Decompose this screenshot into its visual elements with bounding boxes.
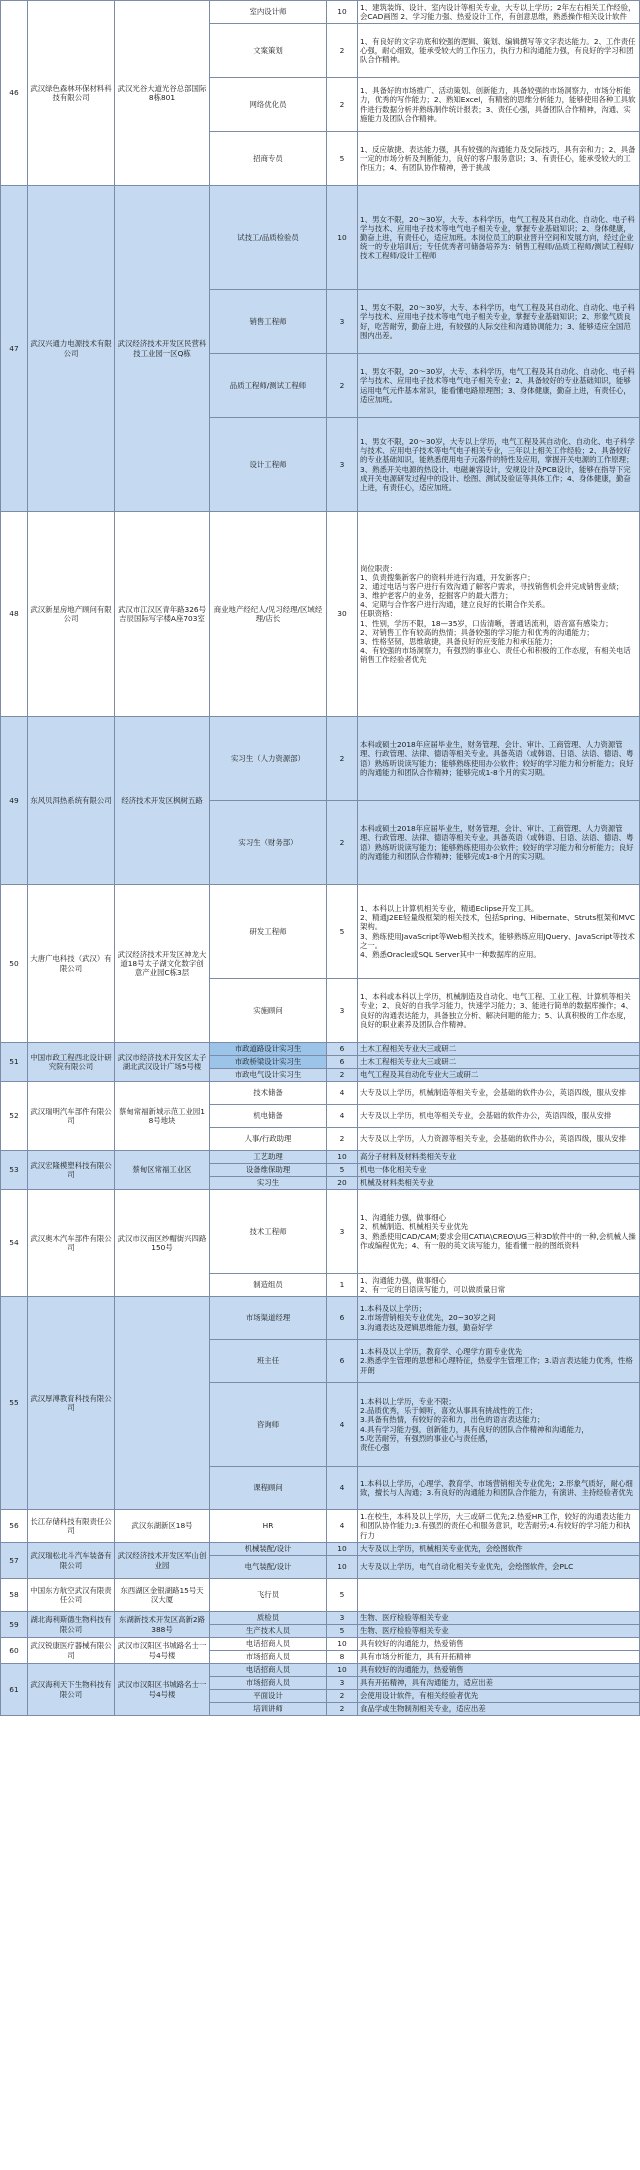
company-name: 武汉奥木汽车部件有限公司: [28, 1190, 115, 1297]
job-listing-body: [1, 1, 640, 1716]
job-title: 研发工程师: [210, 885, 327, 979]
job-requirements: 具有市场分析能力，具有开拓精神: [358, 1651, 640, 1664]
company-number: 52: [1, 1082, 28, 1151]
job-count: 2: [327, 717, 358, 801]
job-title: 实习生（人力资源部）: [210, 717, 327, 801]
table-row: [1, 1190, 640, 1274]
company-address: 武汉市经济技术开发区太子湖北武汉设计广场5号楼: [115, 1043, 210, 1082]
job-count: 3: [327, 1677, 358, 1690]
job-title: 电话招商人员: [210, 1664, 327, 1677]
company-address: 武汉市汉阳区书城路名士一号4号楼: [115, 1638, 210, 1664]
table-row: [1, 1612, 640, 1625]
job-requirements: 1.本科及以上学历； 2.市场营销相关专业优先，20~30岁之间 3.沟通表达及逻辑思维能力强，勤奋好学: [358, 1297, 640, 1340]
job-count: 2: [327, 1690, 358, 1703]
company-name: 武汉瑞明汽车部件有限公司: [28, 1082, 115, 1151]
job-requirements: 具有较好的沟通能力，热爱销售: [358, 1638, 640, 1651]
job-requirements: 1、反应敏捷、表达能力强，具有较强的沟通能力及交际技巧，具有亲和力；2、具备一定的市场分析及判断能力，良好的客户服务意识；3、有责任心，能承受较大的工作压力；4、有团队协作精神，善于挑战: [358, 132, 640, 186]
job-count: 10: [327, 1543, 358, 1556]
job-count: 5: [327, 1625, 358, 1638]
job-title: 制造组员: [210, 1274, 327, 1297]
company-number: 57: [1, 1543, 28, 1579]
company-address: 蔡甸常福新城示范工业园18号地块: [115, 1082, 210, 1151]
job-count: 10: [327, 1664, 358, 1677]
company-name: 武汉瑞松北斗汽车装备有限公司: [28, 1543, 115, 1579]
job-title: 试技工/品质检验员: [210, 186, 327, 290]
job-count: 30: [327, 512, 358, 717]
company-address: 武汉经济技术开发区神龙大道18号太子湖文化数字创意产业园C栋3层: [115, 885, 210, 1043]
job-count: 5: [327, 1164, 358, 1177]
company-name: 武汉宏隆模塑科技有限公司: [28, 1151, 115, 1190]
job-title: 设备维保助理: [210, 1164, 327, 1177]
job-count: 6: [327, 1340, 358, 1383]
company-address: 武汉光谷大道光谷总部国际8栋801: [115, 1, 210, 186]
job-count: 10: [327, 1151, 358, 1164]
job-title: 生产技术人员: [210, 1625, 327, 1638]
job-requirements: 具有较好的沟通能力，热爱销售: [358, 1664, 640, 1677]
job-count: 6: [327, 1297, 358, 1340]
job-requirements: 大专及以上学历，人力资源等相关专业，会基础的软件办公，英语四级，服从安排: [358, 1128, 640, 1151]
table-row: [1, 1082, 640, 1105]
job-requirements: 1.在校生，本科及以上学历，大三或研二优先;2.热爱HR工作，较好的沟通表达能力和团队协作能力;3.有强烈的责任心和服务意识，吃苦耐劳;4.有较好的学习能力和执行力: [358, 1510, 640, 1543]
company-number: 56: [1, 1510, 28, 1543]
company-number: 48: [1, 512, 28, 717]
job-count: 20: [327, 1177, 358, 1190]
company-name: 武汉厚溥教育科技有限公司: [28, 1297, 115, 1510]
job-requirements: [358, 1579, 640, 1612]
company-number: 54: [1, 1190, 28, 1297]
job-title: 技术工程师: [210, 1190, 327, 1274]
table-row: [1, 1638, 640, 1651]
job-requirements: 食品学或生物制剂相关专业，适应出差: [358, 1703, 640, 1716]
job-count: 5: [327, 132, 358, 186]
company-address: 东湖新技术开发区高新2路388号: [115, 1612, 210, 1638]
job-requirements: 大专及以上学历，机电等相关专业，会基础的软件办公，英语四级，服从安排: [358, 1105, 640, 1128]
job-count: 2: [327, 1069, 358, 1082]
job-title: 招商专员: [210, 132, 327, 186]
company-number: 59: [1, 1612, 28, 1638]
job-requirements: 岗位职责： 1、负责搜集新客户的资料并进行沟通，开发新客户； 2、通过电话与客户进行有效沟通了解客户需求，寻找销售机会并完成销售业绩； 3、维护老客户的业务，挖掘客户的最大潜力； 4、定期与合作客户进行沟通，建立良好的长期合作关系。 任职资格： 1、性别，学历不限，18—35岁，口齿清晰，普通话流利，语音富有感染力； 2、对销售工作有较高的热情；具备较强的学习能力和优秀的沟通能力； 3、性格坚韧，思维敏捷，具备良好的应变能力和承压能力； 4、有较强的市场洞察力，有强烈的事业心、责任心和积极的工作态度，有相关电话销售工作经验者优先: [358, 512, 640, 717]
job-count: 3: [327, 418, 358, 512]
job-title: 市场招商人员: [210, 1651, 327, 1664]
company-name: 中国东方航空武汉有限责任公司: [28, 1579, 115, 1612]
job-count: 2: [327, 354, 358, 418]
company-number: 47: [1, 186, 28, 512]
table-row: [1, 1579, 640, 1612]
company-number: 60: [1, 1638, 28, 1664]
job-title: 电气装配/设计: [210, 1556, 327, 1579]
job-count: 3: [327, 1612, 358, 1625]
job-title: 机电储备: [210, 1105, 327, 1128]
job-count: 10: [327, 1638, 358, 1651]
company-number: 51: [1, 1043, 28, 1082]
job-count: 2: [327, 801, 358, 885]
job-count: 4: [327, 1383, 358, 1467]
job-requirements: 大专及以上学历，电气自动化相关专业优先，会绘图软件，会PLC: [358, 1556, 640, 1579]
company-address: 武汉经济技术开发区军山创业园: [115, 1543, 210, 1579]
job-requirements: 本科或硕士2018年应届毕业生，财务管理、会计、审计、工商管理、人力资源管理、行政管理、法律、德语等相关专业。具备英语（或韩语、日语、法语、德语、粤语）熟练听说读写能力；能够熟练使用办公软件；较好的学习能力和分析能力；良好的沟通能力和团队合作精神；能够完成1-8个月的实习期。: [358, 717, 640, 801]
company-number: 61: [1, 1664, 28, 1716]
table-row: [1, 1297, 640, 1340]
job-count: 3: [327, 290, 358, 354]
job-requirements: 电气工程及其自动化专业大三或研二: [358, 1069, 640, 1082]
table-row: [1, 1543, 640, 1556]
job-count: 6: [327, 1043, 358, 1056]
company-address: 武汉东湖新区18号: [115, 1510, 210, 1543]
job-title: 质检员: [210, 1612, 327, 1625]
company-address: [115, 1297, 210, 1510]
job-title: 工艺助理: [210, 1151, 327, 1164]
job-requirements: 1.本科以上学历，心理学、教育学、市场营销相关专业优先；2.形象气质好，耐心细致，擅长与人沟通；3.有良好的沟通能力和团队合作能力，有演讲、主持经验者优先: [358, 1467, 640, 1510]
job-requirements: 生物、医疗检验等相关专业: [358, 1612, 640, 1625]
company-address: 经济技术开发区枫树五路: [115, 717, 210, 885]
company-name: 武汉海利天下生物科技有限公司: [28, 1664, 115, 1716]
company-number: 50: [1, 885, 28, 1043]
company-name: 东风贝洱热系统有限公司: [28, 717, 115, 885]
job-title: 市政电气设计实习生: [210, 1069, 327, 1082]
job-requirements: 1、本科或本科以上学历，机械制造及自动化、电气工程、工业工程、计算机等相关专业；2、良好的自我学习能力，快速学习能力；3、能进行简单的数据库操作；4、良好的沟通表达能力，具备独立分析、解决问题的能力；5、认真积极的工作态度，良好的职业素养及团队合作精神。: [358, 979, 640, 1043]
job-requirements: 机电一体化相关专业: [358, 1164, 640, 1177]
company-number: 53: [1, 1151, 28, 1190]
job-title: 文案策划: [210, 24, 327, 78]
job-title: 咨询师: [210, 1383, 327, 1467]
job-count: 10: [327, 1, 358, 24]
job-count: 4: [327, 1105, 358, 1128]
job-count: 2: [327, 1128, 358, 1151]
job-requirements: 1.本科以上学历，专业不限； 2.品质优秀，乐于倾听，喜欢从事具有挑战性的工作； 3.具备有热情，有较好的亲和力，出色的语言表达能力； 4.具有学习能力强，创新能力，具有良好的团队合作精神和沟通能力， 5.吃苦耐劳，有强烈的事业心与责任感， 责任心强: [358, 1383, 640, 1467]
table-row: [1, 1664, 640, 1677]
job-title: 实习生: [210, 1177, 327, 1190]
job-requirements: 1、沟通能力强，做事细心 2、机械制造、机械相关专业优先 3、熟悉使用CAD/CAM;要求会用CATIA\CREO\UG三种3D软件中的一种,会机械人操作或编程优先；4、有一般的英文读写能力，能看懂一般的图纸资料: [358, 1190, 640, 1274]
company-number: 49: [1, 717, 28, 885]
job-title: 品质工程师/测试工程师: [210, 354, 327, 418]
job-requirements: 土木工程相关专业大三或研二: [358, 1056, 640, 1069]
job-title: 室内设计师: [210, 1, 327, 24]
job-requirements: 1、具备好的市场推广、活动策划、创新能力，具备较强的市场洞察力，市场分析能力，优秀的写作能力；2、熟知Excel，有精密的思维分析能力，能够使用各种工具软件进行数据分析并熟练制作统计报表；3、责任心强，具备团队合作精神，沟通、实施能力及团队合作精神。: [358, 78, 640, 132]
job-count: 4: [327, 1467, 358, 1510]
job-requirements: 生物、医疗检验等相关专业: [358, 1625, 640, 1638]
company-address: 武汉经济技术开发区民营科技工业园一区Q栋: [115, 186, 210, 512]
job-requirements: 1.本科及以上学历，教育学、心理学方面专业优先 2.熟悉学生管理的思想和心理特征，热爱学生管理工作；3.语言表达能力优秀，性格开朗: [358, 1340, 640, 1383]
company-address: 武汉市江汉区青年路326号吉辰国际写字楼A座703室: [115, 512, 210, 717]
job-count: 5: [327, 885, 358, 979]
table-row: [1, 1043, 640, 1056]
table-row: [1, 717, 640, 801]
job-requirements: 大专及以上学历，机械相关专业优先，会绘图软件: [358, 1543, 640, 1556]
job-count: 4: [327, 1082, 358, 1105]
job-title: 市政桥梁设计实习生: [210, 1056, 327, 1069]
job-count: 2: [327, 24, 358, 78]
job-title: 实施顾问: [210, 979, 327, 1043]
job-title: 网络优化员: [210, 78, 327, 132]
job-count: 4: [327, 1510, 358, 1543]
job-requirements: 1、男女不限，20～30岁，大专、本科学历，电气工程及其自动化、自动化、电子科学与技术、应用电子技术等电气电子相关专业，掌握专业基础知识；2、身体健康，勤奋上进，有责任心，适应加班。本岗位员工的职业晋升空间和发展方向，经过企业统一的专业培训后；专任优秀者可储备培养为：销售工程师/品质工程师/测试工程师/技术工程师/设计工程师: [358, 186, 640, 290]
table-row: [1, 1151, 640, 1164]
job-title: 市场招商人员: [210, 1677, 327, 1690]
job-count: 8: [327, 1651, 358, 1664]
job-title: 销售工程师: [210, 290, 327, 354]
table-row: [1, 1, 640, 24]
job-title: 班主任: [210, 1340, 327, 1383]
job-requirements: 大专及以上学历，机械制造等相关专业，会基础的软件办公，英语四级，服从安排: [358, 1082, 640, 1105]
table-row: [1, 512, 640, 717]
job-requirements: 土木工程相关专业大三或研二: [358, 1043, 640, 1056]
job-requirements: 机械及材料类相关专业: [358, 1177, 640, 1190]
job-title: 课程顾问: [210, 1467, 327, 1510]
job-requirements: 1、建筑装饰、设计、室内设计等相关专业，大专以上学历；2年左右相关工作经验，会CAD画图 2、学习能力强、热爱设计工作，有创意思维，熟悉操作相关设计软件: [358, 1, 640, 24]
company-name: 大唐广电科技（武汉）有限公司: [28, 885, 115, 1043]
job-requirements: 1、男女不限，20～30岁，大专、本科学历，电气工程及其自动化、自动化、电子科学与技术、应用电子技术等电气电子相关专业；2、具备较好的专业基础知识，能够运用电气元件基本常识，能看懂电路原理图；3、身体健康，勤奋上进，有责任心，适应加班。: [358, 354, 640, 418]
company-address: 武汉市汉阳区书城路名士一号4号楼: [115, 1664, 210, 1716]
company-address: 武汉市汉南区纱帽街兴四路150号: [115, 1190, 210, 1297]
job-count: 10: [327, 186, 358, 290]
job-title: 飞行员: [210, 1579, 327, 1612]
job-requirements: 具有开拓精神，具有沟通能力，适应出差: [358, 1677, 640, 1690]
company-name: 武汉锐康医疗器械有限公司: [28, 1638, 115, 1664]
job-title: 市场渠道经理: [210, 1297, 327, 1340]
job-requirements: 1、有良好的文字功底和较强的逻辑、策划、编辑撰写等文字表达能力。2、工作责任心强，耐心细致，能承受较大的工作压力，执行力和沟通能力强，有良好的学习和团队合作精神。: [358, 24, 640, 78]
job-title: 技术储备: [210, 1082, 327, 1105]
job-count: 5: [327, 1579, 358, 1612]
job-title: 商业地产经纪人/见习经理/区域经理/店长: [210, 512, 327, 717]
job-requirements: 1、本科以上计算机相关专业，精通Eclipse开发工具。 2、精通J2EE轻量级框架的相关技术，包括Spring、Hibernate、Struts框架和MVC架构。 3、熟练使用JavaScript等Web相关技术，能够熟练应用JQuery、JavaScript等技术之一。 4、熟悉Oracle或SQL Server其中一种数据库的应用。: [358, 885, 640, 979]
job-title: 机械装配/设计: [210, 1543, 327, 1556]
company-name: 中国市政工程西北设计研究院有限公司: [28, 1043, 115, 1082]
job-requirements: 1、男女不限，20～30岁，大专、本科学历，电气工程及其自动化、自动化、电子科学与技术、应用电子技术等电气电子相关专业，掌握专业基础知识；2、形象气质良好，吃苦耐劳，勤奋上进，有较强的人际交往和沟通协调能力；3、能够适应全国范围内出差。: [358, 290, 640, 354]
job-title: 市政道路设计实习生: [210, 1043, 327, 1056]
job-count: 2: [327, 1703, 358, 1716]
job-requirements: 高分子材料及材料类相关专业: [358, 1151, 640, 1164]
job-count: 10: [327, 1556, 358, 1579]
company-number: 55: [1, 1297, 28, 1510]
table-row: [1, 1510, 640, 1543]
job-count: 3: [327, 1190, 358, 1274]
table-row: [1, 186, 640, 290]
company-name: 长江存储科技有限责任公司: [28, 1510, 115, 1543]
job-title: 培训讲师: [210, 1703, 327, 1716]
job-title: 设计工程师: [210, 418, 327, 512]
table-row: [1, 885, 640, 979]
job-requirements: 1、沟通能力强，做事细心 2、有一定的日语读写能力，可以做质量日常: [358, 1274, 640, 1297]
job-title: 电话招商人员: [210, 1638, 327, 1651]
job-count: 3: [327, 979, 358, 1043]
job-title: 人事/行政助理: [210, 1128, 327, 1151]
company-address: 东西湖区金银湖路15号天汉大厦: [115, 1579, 210, 1612]
job-count: 6: [327, 1056, 358, 1069]
company-name: 武汉绿色森林环保材料科技有限公司: [28, 1, 115, 186]
job-title: 平面设计: [210, 1690, 327, 1703]
job-count: 2: [327, 78, 358, 132]
job-title: 实习生（财务部）: [210, 801, 327, 885]
company-number: 46: [1, 1, 28, 186]
company-name: 武汉新星房地产顾问有限公司: [28, 512, 115, 717]
job-title: HR: [210, 1510, 327, 1543]
job-requirements: 本科或硕士2018年应届毕业生，财务管理、会计、审计、工商管理、人力资源管理、行政管理、法律、德语等相关专业。具备英语（或韩语、日语、法语、德语、粤语）熟练听说读写能力；能够熟练使用办公软件；较好的学习能力和分析能力；良好的沟通能力和团队合作精神；能够完成1-8个月的实习期。: [358, 801, 640, 885]
company-number: 58: [1, 1579, 28, 1612]
job-requirements: 会使用设计软件，有相关经验者优先: [358, 1690, 640, 1703]
company-address: 蔡甸区常福工业区: [115, 1151, 210, 1190]
job-requirements: 1、男女不限，20～30岁，大专以上学历，电气工程及其自动化、自动化、电子科学与技术、应用电子技术等电气电子相关专业，三年以上相关工作经验；2、具备较好的专业基础知识，能熟悉使用电子元器件的特性及应用，掌握开关电源的工作原理；3、熟悉开关电源的热设计、电磁兼容设计，安规设计及PCB设计，能够在指导下完成开关电源研发过程中的设计、绘图、测试及验证等具体工作；4、身体健康，勤奋上进，有责任心，适应加班。: [358, 418, 640, 512]
company-name: 武汉兴通力电源技术有限公司: [28, 186, 115, 512]
company-name: 湖北海利斯德生物科技有限公司: [28, 1612, 115, 1638]
job-count: 1: [327, 1274, 358, 1297]
